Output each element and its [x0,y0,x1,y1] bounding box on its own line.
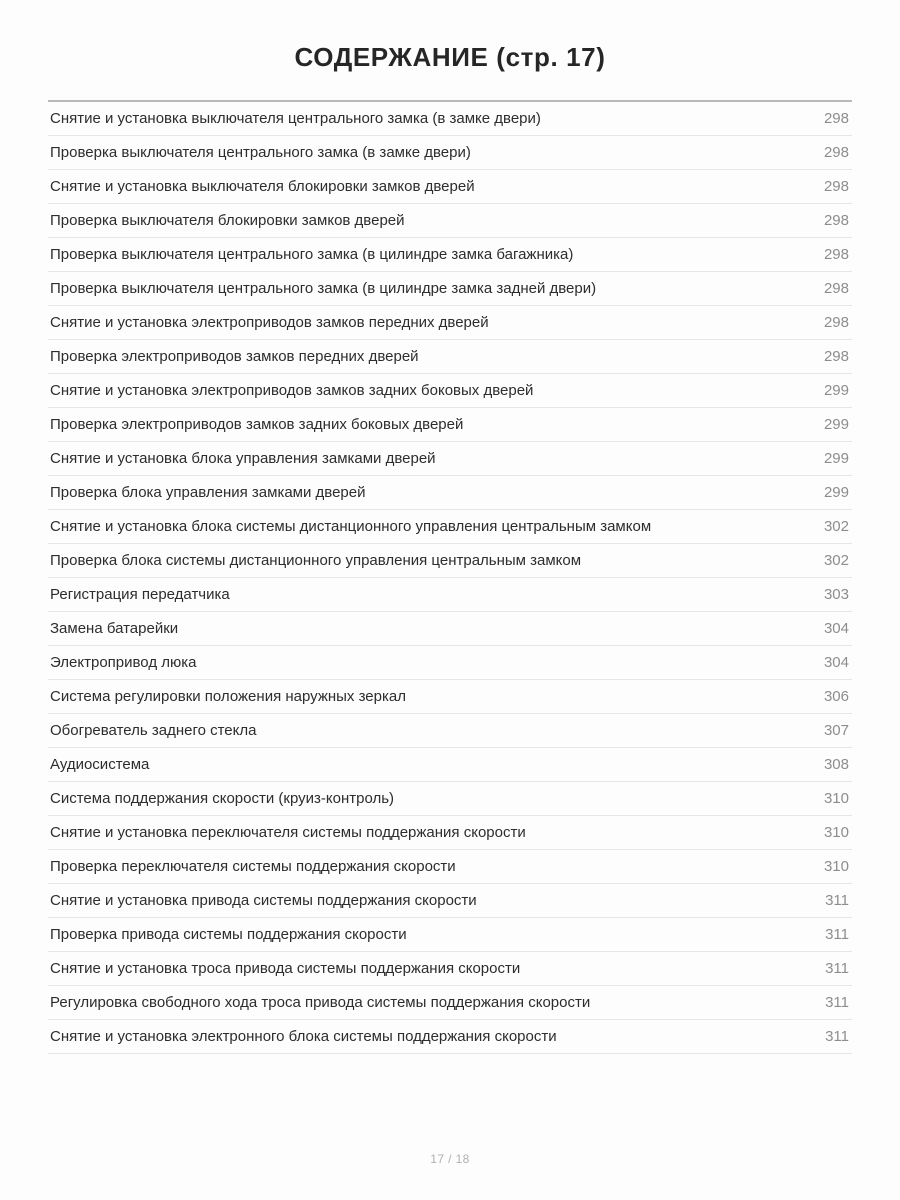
toc-entry-page-number: 310 [823,858,849,875]
toc-entry-title: Проверка электроприводов замков передних дверей [50,348,419,365]
toc-entry[interactable] [48,238,852,272]
toc-entry-page-number: 298 [823,178,849,195]
toc-entry-title: Снятие и установка электронного блока системы поддержания скорости [50,1028,557,1045]
toc-entry[interactable] [48,986,852,1020]
toc-entry-title: Снятие и установка троса привода системы поддержания скорости [50,960,521,977]
toc-entry-title: Проверка электроприводов замков задних боковых дверей [50,416,464,433]
toc-entry-page-number: 298 [823,348,849,365]
page-footer: 17 / 18 [430,1152,470,1166]
toc-entry-title: Проверка выключателя блокировки замков дверей [50,212,405,229]
toc-entry-page-number: 298 [823,144,849,161]
toc-entry-page-number: 303 [823,586,849,603]
toc-entry[interactable] [48,748,852,782]
toc-entry-page-number: 311 [825,994,849,1011]
toc-entry[interactable] [48,952,852,986]
toc-entry[interactable] [48,408,852,442]
toc-entry[interactable] [48,442,852,476]
toc-entry[interactable] [48,204,852,238]
toc-entry-page-number: 299 [823,382,849,399]
toc-entry-page-number: 302 [823,518,849,535]
toc-entry-page-number: 299 [823,450,849,467]
toc-entry[interactable] [48,612,852,646]
toc-entry-title: Проверка выключателя центрального замка (в цилиндре замка багажника) [50,246,574,263]
toc-entry-title: Проверка переключателя системы поддержания скорости [50,858,456,875]
toc-entry-title: Проверка выключателя центрального замка (в цилиндре замка задней двери) [50,280,597,297]
toc-entry[interactable] [48,850,852,884]
toc-entry-title: Проверка привода системы поддержания скорости [50,926,407,943]
toc-entry[interactable] [48,1020,852,1054]
toc-entry-title: Снятие и установка электроприводов замков передних дверей [50,314,489,331]
toc-entry[interactable] [48,272,852,306]
toc-entry-page-number: 298 [823,212,849,229]
toc-entry-title: Проверка блока системы дистанционного управления центральным замком [50,552,582,569]
toc-entry-page-number: 307 [823,722,849,739]
toc-entry-title: Обогреватель заднего стекла [50,722,257,739]
toc-entry[interactable] [48,544,852,578]
toc-entry-page-number: 311 [825,960,849,977]
toc-entry[interactable] [48,374,852,408]
toc-entry[interactable] [48,170,852,204]
toc-entry[interactable] [48,340,852,374]
toc-entry-page-number: 310 [823,790,849,807]
toc-entry-title: Замена батарейки [50,620,179,637]
toc-entry-title: Снятие и установка переключателя системы поддержания скорости [50,824,526,841]
toc-entry-page-number: 304 [823,620,849,637]
toc-entry-page-number: 306 [823,688,849,705]
toc-entry[interactable] [48,646,852,680]
page-title: СОДЕРЖАНИЕ (стр. 17) [294,42,606,72]
toc-entry-page-number: 298 [823,314,849,331]
toc-entry-page-number: 298 [823,280,849,297]
toc-entry[interactable] [48,782,852,816]
toc-entry-page-number: 308 [823,756,849,773]
toc-entry-page-number: 310 [823,824,849,841]
toc-entry[interactable] [48,102,852,136]
toc-entry[interactable] [48,714,852,748]
table-of-contents [48,102,852,1054]
toc-entry-title: Снятие и установка блока управления замками дверей [50,450,436,467]
toc-entry-page-number: 298 [823,246,849,263]
toc-entry-title: Снятие и установка выключателя центрального замка (в замке двери) [50,110,541,127]
toc-entry-title: Снятие и установка выключателя блокировки замков дверей [50,178,475,195]
toc-entry-title: Снятие и установка электроприводов замков задних боковых дверей [50,382,534,399]
toc-entry-title: Аудиосистема [50,756,150,773]
toc-entry-page-number: 311 [825,926,849,943]
toc-entry-title: Снятие и установка блока системы дистанционного управления центральным замком [50,518,652,535]
toc-entry[interactable] [48,918,852,952]
toc-entry[interactable] [48,306,852,340]
toc-entry-title: Электропривод люка [50,654,197,671]
toc-entry-page-number: 304 [823,654,849,671]
toc-entry-title: Проверка выключателя центрального замка (в замке двери) [50,144,471,161]
toc-entry[interactable] [48,884,852,918]
toc-entry-title: Проверка блока управления замками дверей [50,484,366,501]
toc-entry-page-number: 299 [823,416,849,433]
toc-entry[interactable] [48,578,852,612]
toc-entry[interactable] [48,136,852,170]
toc-entry[interactable] [48,680,852,714]
toc-entry-title: Регулировка свободного хода троса привода системы поддержания скорости [50,994,591,1011]
toc-entry-title: Регистрация передатчика [50,586,230,603]
toc-entry-page-number: 298 [823,110,849,127]
toc-entry-page-number: 302 [823,552,849,569]
toc-entry[interactable] [48,476,852,510]
toc-entry-title: Снятие и установка привода системы поддержания скорости [50,892,477,909]
toc-entry[interactable] [48,510,852,544]
toc-entry-page-number: 311 [825,1028,849,1045]
toc-entry[interactable] [48,816,852,850]
toc-entry-page-number: 299 [823,484,849,501]
toc-entry-title: Система поддержания скорости (круиз-контроль) [50,790,395,807]
toc-entry-title: Система регулировки положения наружных зеркал [50,688,406,705]
toc-entry-page-number: 311 [825,892,849,909]
